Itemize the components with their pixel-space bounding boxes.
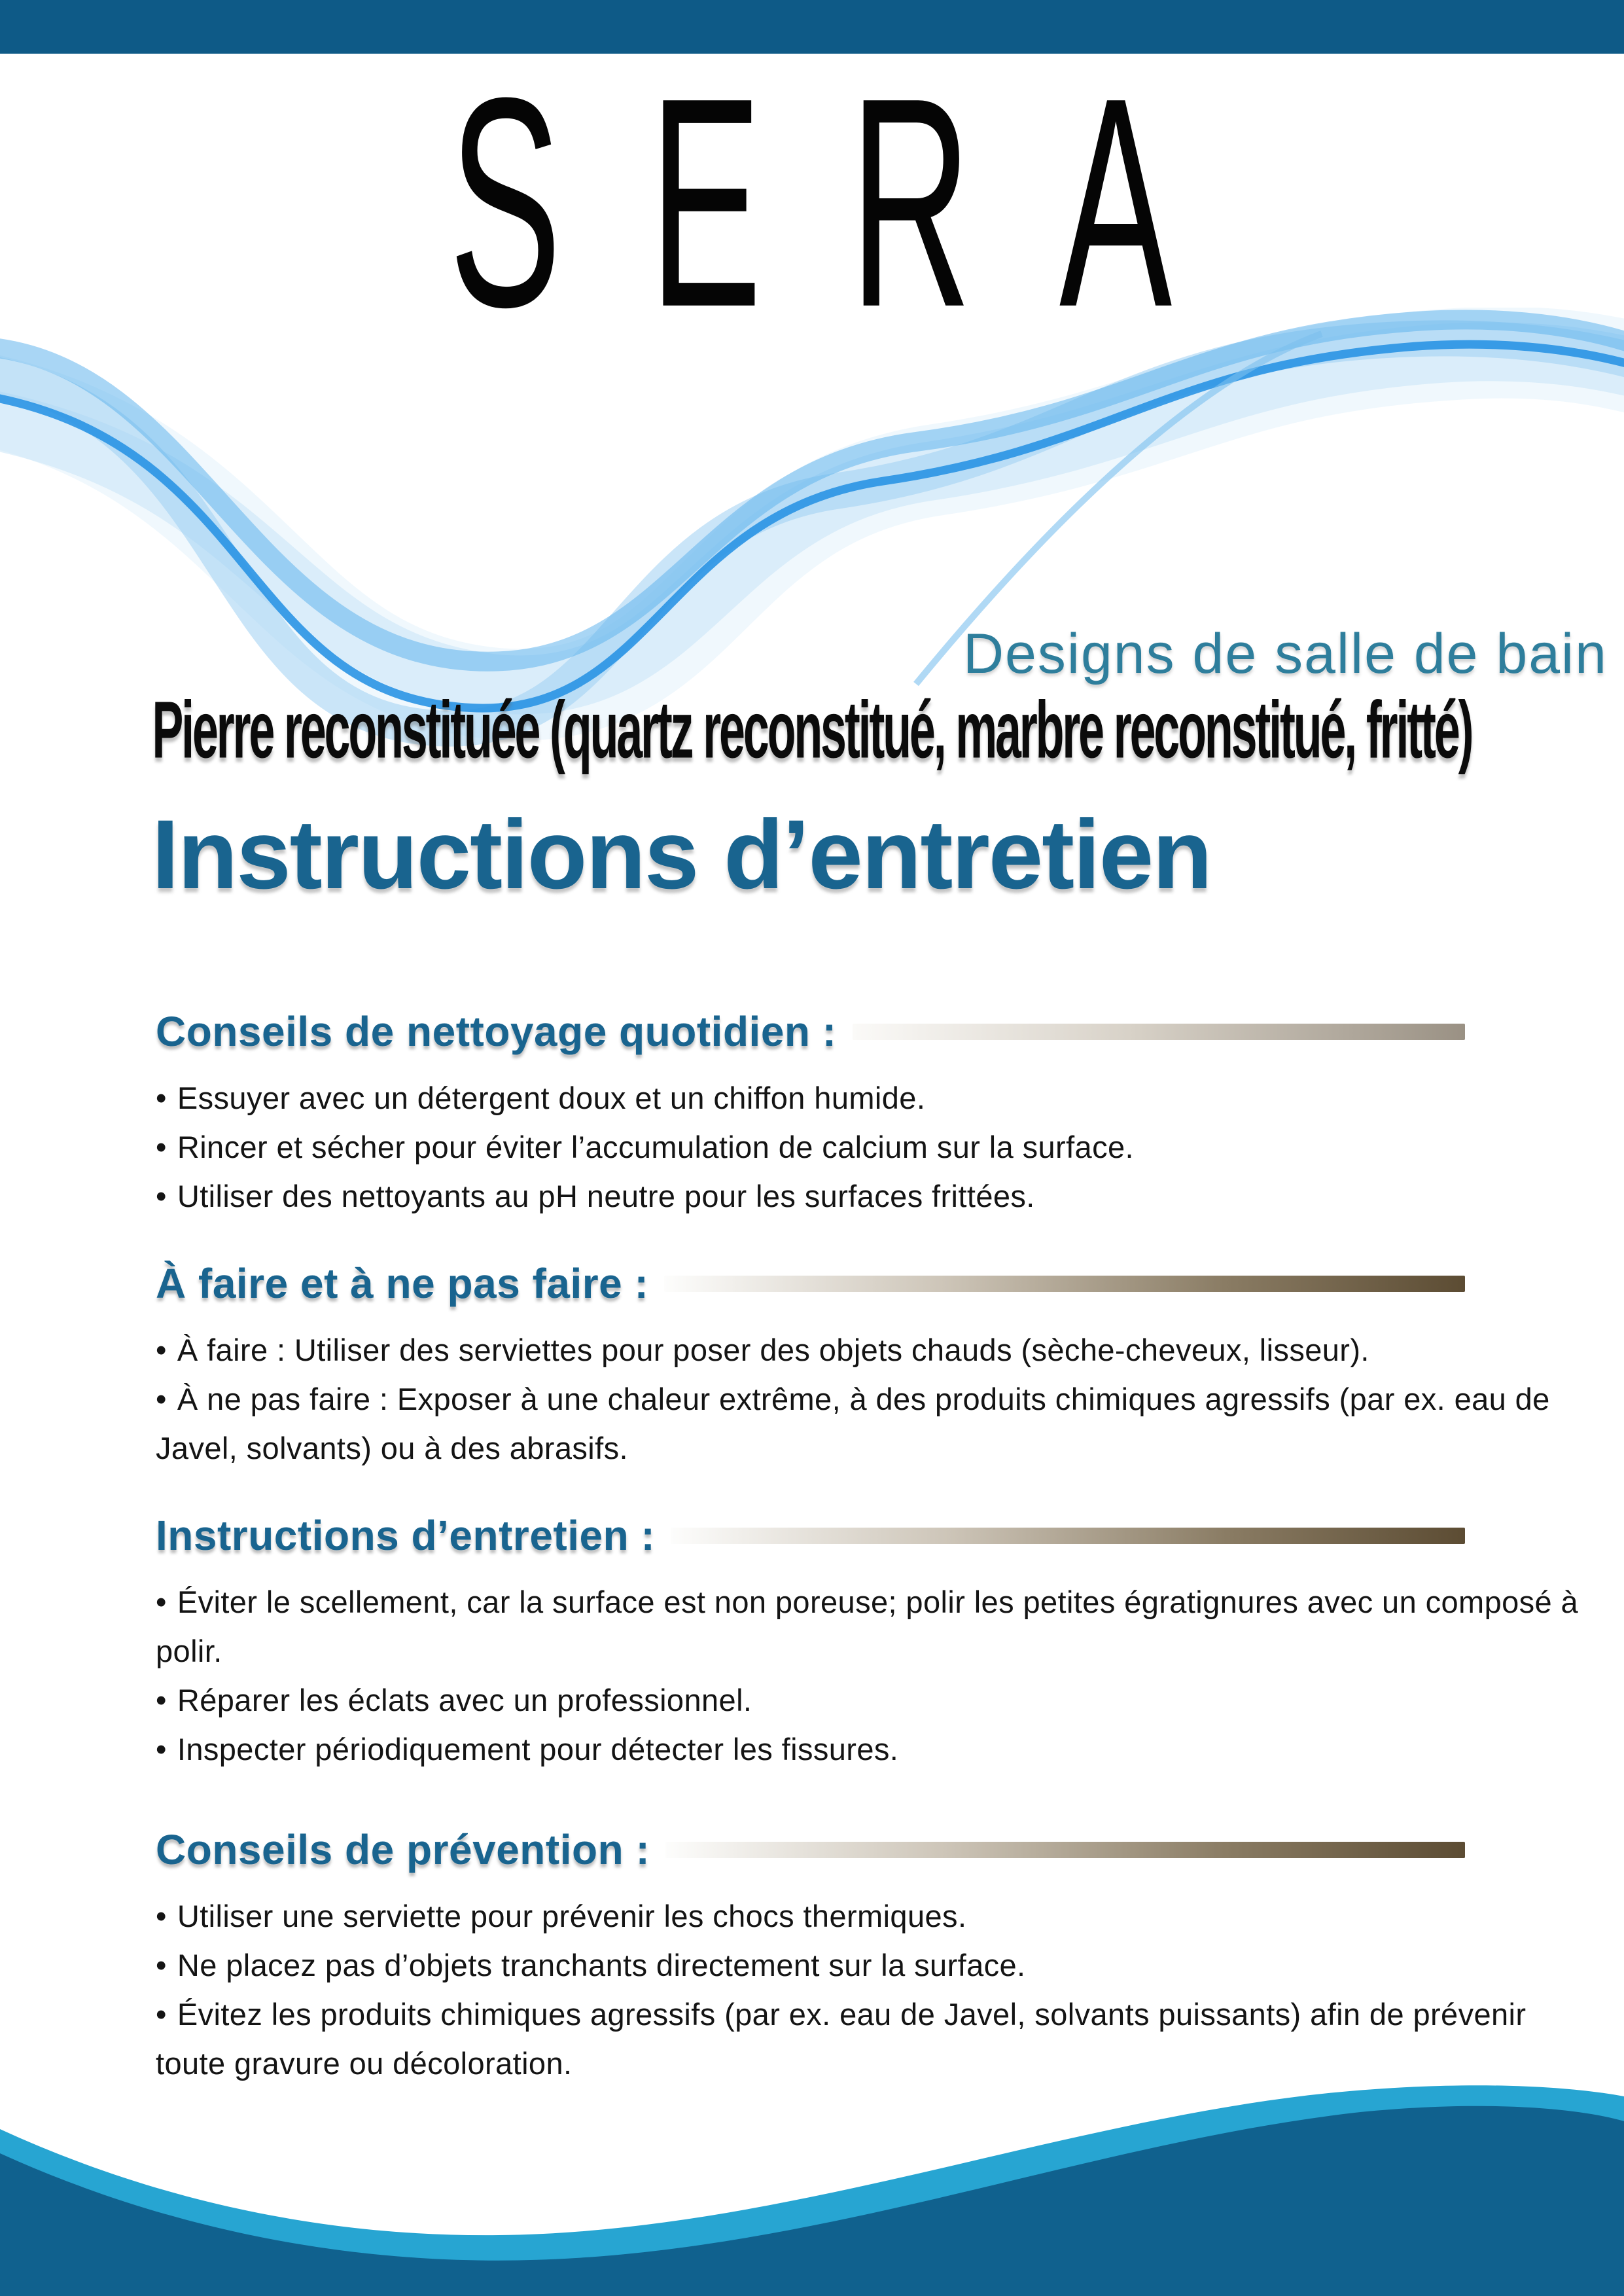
section-heading-row [156,1008,1595,1055]
brand-logo: SERA [449,36,1260,370]
list-item [156,1941,1595,1990]
list-item-text: Réparer les éclats avec un professionnel. [177,1683,752,1717]
list-item [156,1577,1595,1676]
heading-divider-bar [665,1842,1465,1858]
heading-divider-bar [853,1024,1465,1040]
list-item-text: Utiliser une serviette pour prévenir les chocs thermiques. [177,1899,967,1933]
bullet-marker: • [156,1179,167,1213]
bullet-marker: • [156,1081,167,1115]
list-item [156,1676,1595,1725]
bullet-list [156,1577,1595,1774]
product-line: Pierre reconstituée (quartz reconstitué, marbre reconstitué, fritté) [152,685,1472,776]
list-item-text: Ne placez pas d’objets tranchants directement sur la surface. [177,1948,1026,1982]
list-item [156,1122,1595,1172]
list-item-text: À faire : Utiliser des serviettes pour poser des objets chauds (sèche-cheveux, lisseur). [177,1333,1369,1367]
list-item [156,1892,1595,1941]
bullet-marker: • [156,1899,167,1933]
section-heading: Conseils de prévention : [156,1826,650,1873]
list-item [156,1725,1595,1774]
logo-row [0,36,1624,370]
list-item [156,1172,1595,1221]
sections-container [0,1008,1624,2088]
document-body [0,681,1624,2088]
list-item-text: À ne pas faire : Exposer à une chaleur extrême, à des produits chimiques agressifs (par ex. eau de Javel, solvants) ou à des abrasifs. [156,1382,1550,1465]
bullet-marker: • [156,1683,167,1717]
bullet-list [156,1073,1595,1221]
footer-wave-graphic [0,2034,1624,2296]
bullet-marker: • [156,1732,167,1767]
section-care-instructions [156,1512,1595,1774]
bullet-marker: • [156,1130,167,1164]
section-heading: Instructions d’entretien : [156,1512,656,1559]
section-daily-cleaning [156,1008,1595,1221]
section-heading-row [156,1260,1595,1307]
brand-tagline: Designs de salle de bain [962,622,1608,685]
section-heading: Conseils de nettoyage quotidien : [156,1008,837,1055]
section-heading: À faire et à ne pas faire : [156,1260,649,1307]
list-item-text: Rincer et sécher pour éviter l’accumulation de calcium sur la surface. [177,1130,1134,1164]
heading-divider-bar [671,1528,1465,1544]
bullet-marker: • [156,1585,167,1619]
product-line-row [0,681,1624,776]
list-item-text: Essuyer avec un détergent doux et un chiffon humide. [177,1081,926,1115]
section-dos-donts [156,1260,1595,1473]
list-item-text: Utiliser des nettoyants au pH neutre pour les surfaces frittées. [177,1179,1035,1213]
bullet-marker: • [156,1382,167,1416]
list-item-text: Évitez les produits chimiques agressifs (par ex. eau de Javel, solvants puissants) afin de prévenir toute gravure ou décoloration. [156,1997,1527,2081]
list-item-text: Éviter le scellement, car la surface est non poreuse; polir les petites égratignures avec un composé à polir. [156,1585,1579,1668]
list-item [156,1325,1595,1374]
bullet-marker: • [156,1333,167,1367]
list-item [156,1073,1595,1122]
section-heading-row [156,1826,1595,1873]
bullet-marker: • [156,1997,167,2032]
list-item-text: Inspecter périodiquement pour détecter les fissures. [177,1732,899,1767]
bullet-list [156,1325,1595,1473]
page-title: Instructions d’entretien [152,799,1211,909]
bullet-marker: • [156,1948,167,1982]
heading-divider-bar [664,1276,1465,1292]
list-item [156,1374,1595,1473]
section-heading-row [156,1512,1595,1559]
